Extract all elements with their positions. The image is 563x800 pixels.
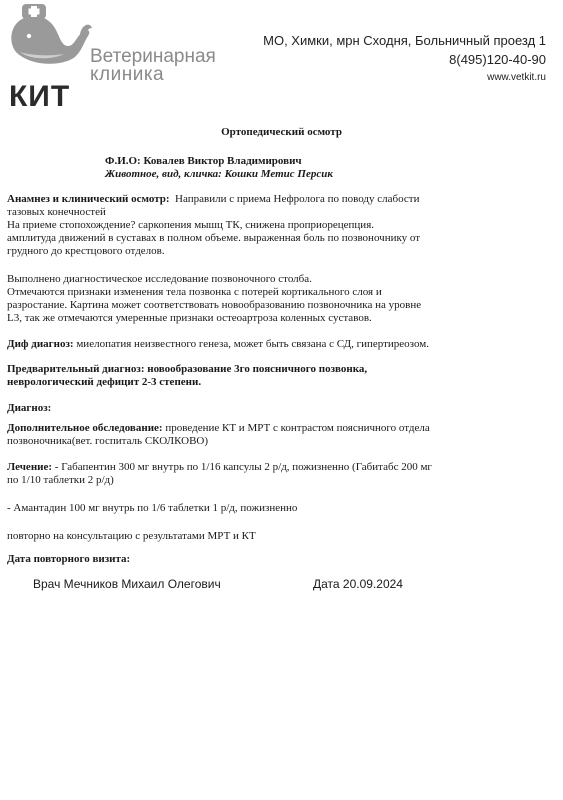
extra-examination [7,422,507,448]
research-text: Выполнено диагностическое исследование позвоночного столба. [7,273,312,285]
clinic-name-line-2: клиника [90,64,165,85]
prelim-text: неврологический дефицит 2-3 степени. [7,376,202,388]
anamnesis-text: На приеме стопохождение? саркопения мышц ТК, снижена проприорецепция. [7,219,375,231]
anamnesis-section [7,193,507,258]
anamnesis-text: грудного до крестцового отделов. [7,245,165,257]
research-section [7,273,507,325]
anamnesis-text: амплитуда движений в суставах в полном объеме. выраженная боль по позвоночнику от [7,232,421,244]
research-text: L3, так же отмечаются умеренные признаки остеоартроза коленных суставов. [7,312,372,324]
treatment-text: - Габапентин 300 мг внутрь по 1/16 капсулы 2 р/д, пожизненно (Габитабс 200 мг [54,461,432,473]
extra-text: позвоночника(вет. госпиталь СКОЛКОВО) [7,435,209,447]
logo-wordmark: КИТ [9,80,71,113]
clinic-website: www.vetkit.ru [487,72,546,83]
patient-label: Ф.И.О: [105,155,141,167]
treatment-amantadine: - Амантадин 100 мг внутрь по 1/6 таблетки 1 р/д, пожизненно [7,502,298,514]
animal-line [105,168,333,180]
preliminary-diagnosis [7,363,507,389]
document-title: Ортопедический осмотр [221,126,342,138]
diff-label: Диф диагноз: [7,338,74,350]
extra-text: проведение КТ и МРТ с контрастом поясничного отдела [165,422,430,434]
prelim-label: Предварительный диагноз: [7,363,145,375]
clinic-address: МО, Химки, мрн Сходня, Больничный проезд 1 [263,33,546,48]
research-text: разростание. Картина может соответствовать новообразованию позвоночника на уровне [7,299,422,311]
animal-label: Животное, вид, кличка: [105,168,222,180]
clinic-phone: 8(495)120-40-90 [449,52,546,67]
animal-value: Кошки Метис Персик [224,168,333,180]
treatment-label: Лечение: [7,461,53,473]
whale-logo-icon [2,2,94,70]
diagnosis-label: Диагноз: [7,402,52,414]
differential-diagnosis [7,338,507,351]
repeat-consultation: повторно на консультацию с результатами МРТ и КТ [7,530,256,542]
next-visit-label: Дата повторного визита: [7,553,131,565]
treatment-section [7,461,507,487]
prelim-text: новообразование 3го поясничного позвонка, [147,363,368,375]
patient-line [105,155,302,167]
patient-name: Ковалев Виктор Владимирович [143,155,302,167]
treatment-text: по 1/10 таблетки 2 р/д) [7,474,114,486]
document-date: Дата 20.09.2024 [313,577,403,591]
clinic-name-line-1: Ветеринарная [90,46,216,67]
anamnesis-label: Анамнез и клинический осмотр: [7,193,170,205]
anamnesis-text: тазовых конечностей [7,206,106,218]
doctor-name: Врач Мечников Михаил Олегович [33,577,221,591]
diff-text: миелопатия неизвестного генеза, может быть связана с СД, гипертиреозом. [76,338,429,350]
anamnesis-text: Направили с приема Нефролога по поводу слабости [175,193,420,205]
research-text: Отмечаются признаки изменения тела позвонка с потерей кортикального слоя и [7,286,382,298]
extra-label: Дополнительное обследование: [7,422,163,434]
